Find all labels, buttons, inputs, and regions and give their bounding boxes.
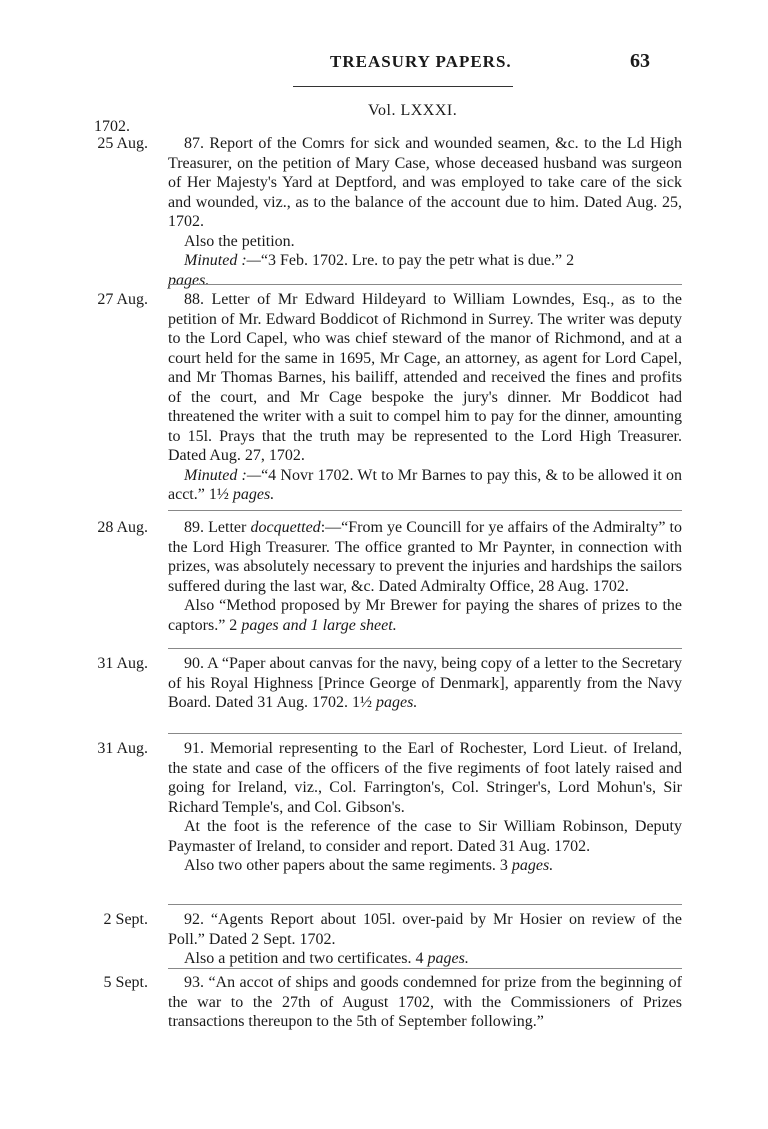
entry-extra bbox=[168, 596, 682, 635]
entry-text bbox=[168, 518, 682, 635]
entry-date: 31 Aug. bbox=[97, 655, 148, 672]
entry-divider bbox=[168, 968, 682, 969]
entry-extra2 bbox=[168, 856, 682, 876]
year-label: 1702. bbox=[94, 118, 130, 135]
entry-body: 93. “An accot of ships and goods condemned for prize from the beginning of the war to the 27th of August 1702, with the Commissioners of Prizes transactions thereupon to the 5th of September following.” bbox=[168, 974, 682, 1030]
minute-label: Minuted :— bbox=[184, 466, 262, 484]
entry-date: 28 Aug. bbox=[97, 519, 148, 536]
entry-minute bbox=[168, 466, 682, 505]
entry-date: 2 Sept. bbox=[103, 911, 148, 928]
entry-divider bbox=[168, 284, 682, 285]
entry-pages: pages. bbox=[168, 271, 210, 289]
extra-text: Also “Method proposed by Mr Brewer for paying the shares of prizes to the captors.” 2 bbox=[168, 597, 682, 634]
entry-pages: pages. bbox=[427, 950, 469, 967]
entry-date: 5 Sept. bbox=[103, 974, 148, 991]
volume-heading: Vol. LXXXI. bbox=[368, 102, 458, 119]
entry-pages: pages. bbox=[511, 857, 554, 874]
entry-body bbox=[168, 654, 682, 713]
entry-extra: At the foot is the reference of the case to Sir William Robinson, Deputy Paymaster of Ireland, to consider and report. Dated 31 Aug. 1702. bbox=[168, 818, 682, 855]
entry-pages: pages. bbox=[232, 486, 275, 503]
body-prefix: 89. Letter bbox=[184, 519, 247, 536]
entry-extra bbox=[168, 949, 682, 969]
entry-body: 87. Report of the Comrs for sick and wounded seamen, &c. to the Ld High Treasurer, on the petition of Mary Case, whose deceased husband was surgeon of Her Majesty's Yard at Deptford, and was employed to take care of the sick and wounded, viz., as to the balance of the account due to him. Dated Aug. 25, 1702. bbox=[168, 135, 682, 230]
page-number: 63 bbox=[630, 50, 650, 72]
entry-date: 31 Aug. bbox=[97, 740, 148, 757]
entry-extra: Also the petition. bbox=[184, 232, 295, 250]
entry-pages: pages and 1 large sheet. bbox=[241, 616, 397, 634]
entry-text bbox=[168, 910, 682, 969]
entry-divider bbox=[168, 510, 682, 511]
entry-pages-line bbox=[168, 271, 682, 291]
running-title: TREASURY PAPERS. bbox=[330, 52, 512, 71]
minute-label: Minuted :— bbox=[184, 252, 261, 269]
entry-date: 27 Aug. bbox=[97, 291, 148, 308]
entry-text bbox=[168, 134, 682, 290]
entry-body bbox=[168, 518, 682, 596]
minute-text: “4 Novr 1702. Wt to Mr Barnes to pay this, & to be allowed it on acct.” 1½ bbox=[168, 466, 682, 503]
entry-divider bbox=[168, 733, 682, 734]
entry-date: 25 Aug. bbox=[97, 135, 148, 152]
entry-minute bbox=[168, 251, 682, 271]
header-rule bbox=[293, 86, 513, 87]
entry-body: 92. “Agents Report about 105l. over-paid by Mr Hosier on review of the Poll.” Dated 2 Sept. 1702. bbox=[168, 911, 682, 948]
entry-text bbox=[168, 290, 682, 505]
minute-text: “3 Feb. 1702. Lre. to pay the petr what is due.” 2 bbox=[260, 252, 575, 269]
entry-body: 91. Memorial representing to the Earl of Rochester, Lord Lieut. of Ireland, the state and case of the officers of the five regiments of foot lately raised and going for Ireland, viz., Col. Farrington's, Col. Stringer's, Lord Mohun's, Sir Richard Temple's, and Col. Gibson's. bbox=[168, 740, 682, 816]
body-italic: docquetted bbox=[250, 519, 321, 536]
body-rest: :—“From ye Councill for ye affairs of the Admiralty” to the Lord High Treasurer. The office granted to Mr Paynter, in connection with prizes, was absolutely necessary to prevent the injuries and hardships the sailors suffered during the last war, &c. Dated Admiralty Office, 28 Aug. 1702. bbox=[168, 519, 683, 595]
extra-text: Also a petition and two certificates. 4 bbox=[184, 950, 424, 967]
entry-text bbox=[168, 973, 682, 1032]
entry-text bbox=[168, 739, 682, 876]
body-text: 90. A “Paper about canvas for the navy, being copy of a letter to the Secretary of his Royal Highness [Prince George of Denmark], apparently from the Navy Board. Dated 31 Aug. 1702. 1½ bbox=[168, 655, 682, 711]
entry-divider bbox=[168, 904, 682, 905]
entry-divider bbox=[168, 648, 682, 649]
entry-text bbox=[168, 654, 682, 713]
entry-pages: pages. bbox=[375, 694, 418, 711]
extra2-text: Also two other papers about the same regiments. 3 bbox=[184, 857, 508, 874]
entry-body: 88. Letter of Mr Edward Hildeyard to William Lowndes, Esq., as to the petition of Mr. Edward Boddicot of Richmond in Surrey. The writer was deputy to the Lord Capel, who was chief steward of the manor of Richmond, and at a court held for the same in 1695, Mr Cage, an attorney, as agent for Lord Capel, and Mr Thomas Barnes, his bailiff, attended and received the fines and profits of the court, and Mr Cage bespoke the jury's dinner. Mr Boddicot had threatened the writer with a suit to compel him to pay for the dinner, amounting to 15l. Prays that the truth may be represented to the Lord High Treasurer. Dated Aug. 27, 1702. bbox=[168, 291, 682, 464]
